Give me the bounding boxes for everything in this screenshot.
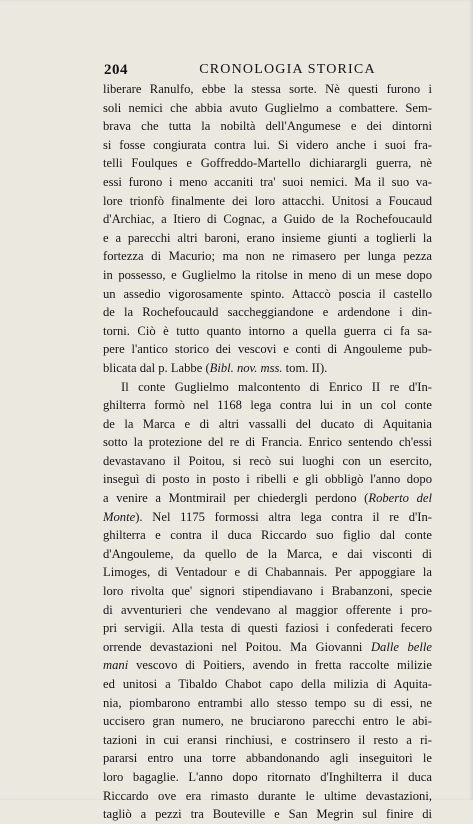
text-run: a venire a Montmirail per chiedergli perdono ( <box>103 491 369 506</box>
text-line: de la Rochefoucauld saccheggiandone e ardendone i din- <box>103 305 432 320</box>
text-run: blicata dal p. Labbe ( <box>103 360 210 375</box>
text-line: devastavano il Poitou, si recò sui luoghi con un esercito, <box>103 453 432 468</box>
text-line: Riccardo ove era rimasto durante le ultime devastazioni, <box>103 788 432 803</box>
text-line: pri servigii. Alla testa di questi faziosi i confederati fecero <box>103 621 432 636</box>
text-line: liberare Ranulfo, ebbe la stessa sorte. Nè questi furono i <box>103 82 432 96</box>
text-line: si fosse congiurata contra lui. Si videro anche i suoi fra- <box>103 137 432 152</box>
text-line: Limoges, di Ventadour e di Chabannais. Per appoggiare la <box>103 565 432 580</box>
citation-italic: Bibl. nov. mss. <box>209 360 283 375</box>
text-line: ghilterra formò nel 1168 lega contra lui in un col conte <box>103 398 432 413</box>
text-line: ghilterra e contra il duca Riccardo suo figlio dal conte <box>103 528 432 543</box>
text-line: torni. Ciò è tutto quanto intorno a quella guerra ci fa sa- <box>103 323 432 338</box>
text-line <box>103 489 432 508</box>
text-line: tagliò a pezzi tra Bouteville e San Megrin sul finire di <box>103 807 432 822</box>
text-line <box>103 638 432 657</box>
text-run: tom. II). <box>282 360 328 375</box>
text-run: ). Nel 1175 formossi altra lega contra il re d'In- <box>135 509 432 524</box>
text-line: pararsi entro una torre abbandonando agli inseguitori le <box>103 751 432 766</box>
text-line: in possesso, e Guglielmo la ritolse in meno di un mese dopo <box>103 267 432 282</box>
text-line: loro rivolta que' signori stipendiavano i Brabanzoni, specie <box>103 584 432 599</box>
text-line: lore trionfò finalmente dei loro attacchi. Unitosi a Foucaud <box>103 193 432 208</box>
name-italic: Dalle belle <box>370 639 432 654</box>
text-line: tazioni in cui eransi rinchiusi, e costrinsero il resto a ri- <box>103 732 432 747</box>
text-line: loro bagaglie. L'anno dopo ritornato d'Inghilterra il duca <box>103 769 432 784</box>
text-line: brava che tutta la nobiltà dell'Angumese e dei dintorni <box>103 119 432 134</box>
body-text <box>103 80 432 824</box>
name-italic: mani <box>103 658 129 673</box>
text-line: ed unitosi a Tibaldo Chabot capo della milizia di Aquita- <box>103 677 432 691</box>
text-line: sotto la protezione del re di Francia. Enrico sentendo ch'essi <box>103 435 432 450</box>
text-line <box>103 508 432 527</box>
text-line: di avventurieri che vendevano al maggior offerente i pro- <box>103 602 432 617</box>
text-line: pere l'antico storico dei vescovi e conti di Angouleme pub- <box>103 342 432 357</box>
text-line: nia, piombarono entrambi allo stesso tempo su di essi, ne <box>103 695 432 710</box>
text-line <box>103 359 432 378</box>
text-line: e a parecchi altri baroni, erano insieme giunti a toglierli la <box>103 230 432 245</box>
text-run: orrende devastazioni nel Poitou. Ma Giovanni <box>103 639 371 654</box>
text-line: d'Archiac, a Itiero di Cognac, a Guido de la Rochefoucauld <box>103 212 432 227</box>
text-line: Il conte Guglielmo malcontento di Enrico II re d'In- <box>121 379 432 394</box>
text-line: uccisero gran numero, ne bruciarono parecchi entro le abi- <box>103 714 432 729</box>
text-line: telli Foulques e Goffreddo-Martello dichiarargli guerra, nè <box>103 156 432 171</box>
citation-italic: Roberto del <box>368 491 433 506</box>
text-line: de la Marca e di altri vassalli del ducato di Aquitania <box>103 416 432 431</box>
text-line: inseguì di posto in posto i ribelli e gli obbligò l'anno dopo <box>103 472 432 487</box>
page-number: 204 <box>104 62 128 78</box>
text-line: soli nemici che abbia avuto Guglielmo a combattere. Sem- <box>103 100 432 115</box>
text-line: essi furono i meno accaniti tra' suoi nemici. Ma il suo va- <box>103 174 432 189</box>
text-line <box>103 656 432 675</box>
text-line: d'Angouleme, da quello de la Marca, e dai visconti di <box>103 546 432 561</box>
text-line: un assedio vigorosamente spinto. Attaccò poscia il castello <box>103 286 432 301</box>
page-header <box>104 62 432 82</box>
running-title: CRONOLOGIA STORICA <box>199 62 376 77</box>
citation-italic: Monte <box>103 509 136 524</box>
text-run: vescovo di Poitiers, avendo in fretta raccolte milizie <box>128 658 432 673</box>
text-line: fortezza di Macurio; ma non ne rimasero per lunga pezza <box>103 249 432 264</box>
